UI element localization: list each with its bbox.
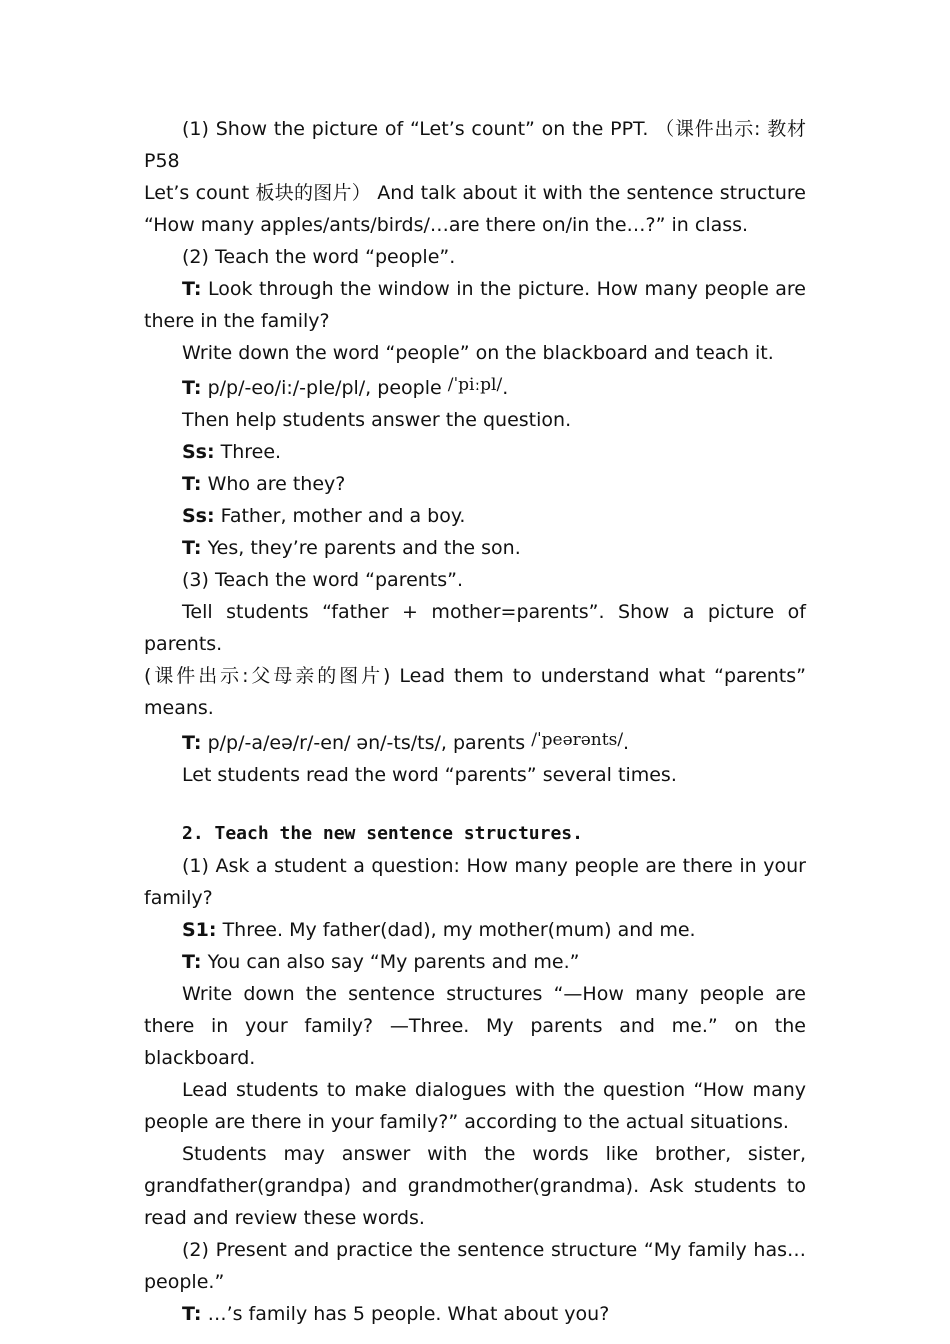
instruction-text: Lead students to make dialogues with the question “How many people are there in your family?” according to the actual situations. [144, 1079, 806, 1133]
teacher-phonics-people [144, 369, 806, 404]
phonetic-transcription: /ˈpiːpl/ [447, 375, 503, 395]
students-line [144, 436, 806, 468]
student-line [144, 914, 806, 946]
paragraph-1-line-3: “How many apples/ants/birds/…are there on/in the…?” in class. [144, 214, 749, 236]
section-heading: 2. Teach the new sentence structures. [182, 823, 583, 844]
lesson-content [144, 113, 806, 1330]
speaker-label: T: [182, 1303, 202, 1325]
teacher-phonics-parents [144, 724, 806, 759]
dialogue-text: Father, mother and a boy. [220, 505, 466, 527]
dialogue-text: …’s family has 5 people. What about you? [207, 1303, 610, 1325]
section-spacer [144, 791, 806, 818]
speaker-label: T: [182, 732, 202, 754]
speaker-label: T: [182, 473, 202, 495]
paragraph-1-line-1: (1) Show the picture of “Let’s count” on the PPT. （课件出示: 教材 P58 [144, 118, 806, 172]
instruction-text: Then help students answer the question. [182, 409, 572, 431]
sentence-end: . [502, 377, 509, 399]
students-line [144, 500, 806, 532]
speaker-label: T: [182, 377, 202, 399]
phonics-text: p/p/-eo/i:/-ple/pl/, people [207, 377, 442, 399]
instruction-text: Students may answer with the words like brother, sister, grandfather(grandpa) and grandmother(grandma). Ask students to read and review these words. [144, 1143, 806, 1229]
teacher-line [144, 532, 806, 564]
speaker-label: Ss: [182, 441, 215, 463]
phonics-text: p/p/-a/eə/r/-en/ ən/-ts/ts/, parents [207, 732, 526, 754]
paragraph-parents-line-1: Tell students “father + mother=parents”. Show a picture of parents. [144, 601, 806, 655]
speaker-label: T: [182, 951, 202, 973]
dialogue-text: You can also say “My parents and me.” [207, 951, 580, 973]
teacher-line [144, 468, 806, 500]
step-teach-people: (2) Teach the word “people”. [182, 246, 456, 268]
dialogue-text: Who are they? [207, 473, 346, 495]
instruction-text: Write down the sentence structures “—How many people are there in your family? —Three. My parents and me.” on the blackboard. [144, 983, 806, 1069]
teacher-line [144, 1298, 806, 1330]
instruction-text: Let students read the word “parents” several times. [182, 764, 677, 786]
speaker-label: Ss: [182, 505, 215, 527]
instruction-text: Write down the word “people” on the blackboard and teach it. [182, 342, 774, 364]
sentence-end: . [623, 732, 630, 754]
paragraph-parents-line-2: (课件出示:父母亲的图片) Lead them to understand what “parents” means. [144, 665, 806, 719]
phonetic-transcription: /ˈpeərənts/ [531, 730, 624, 750]
dialogue-text: Three. My father(dad), my mother(mum) and me. [222, 919, 696, 941]
speaker-label: T: [182, 537, 202, 559]
dialogue-text: Yes, they’re parents and the son. [207, 537, 521, 559]
step-teach-parents: (3) Teach the word “parents”. [182, 569, 464, 591]
step-ask-question: (1) Ask a student a question: How many people are there in your family? [144, 855, 806, 909]
dialogue-text: Look through the window in the picture. How many people are there in the family? [144, 278, 806, 332]
teacher-line [144, 273, 806, 337]
speaker-label: T: [182, 278, 202, 300]
dialogue-text: Three. [220, 441, 282, 463]
speaker-label: S1: [182, 919, 217, 941]
teacher-line [144, 946, 806, 978]
step-present-structure: (2) Present and practice the sentence structure “My family has… people.” [144, 1239, 806, 1293]
paragraph-1-line-2: Let’s count 板块的图片） And talk about it with the sentence structure [144, 182, 806, 204]
